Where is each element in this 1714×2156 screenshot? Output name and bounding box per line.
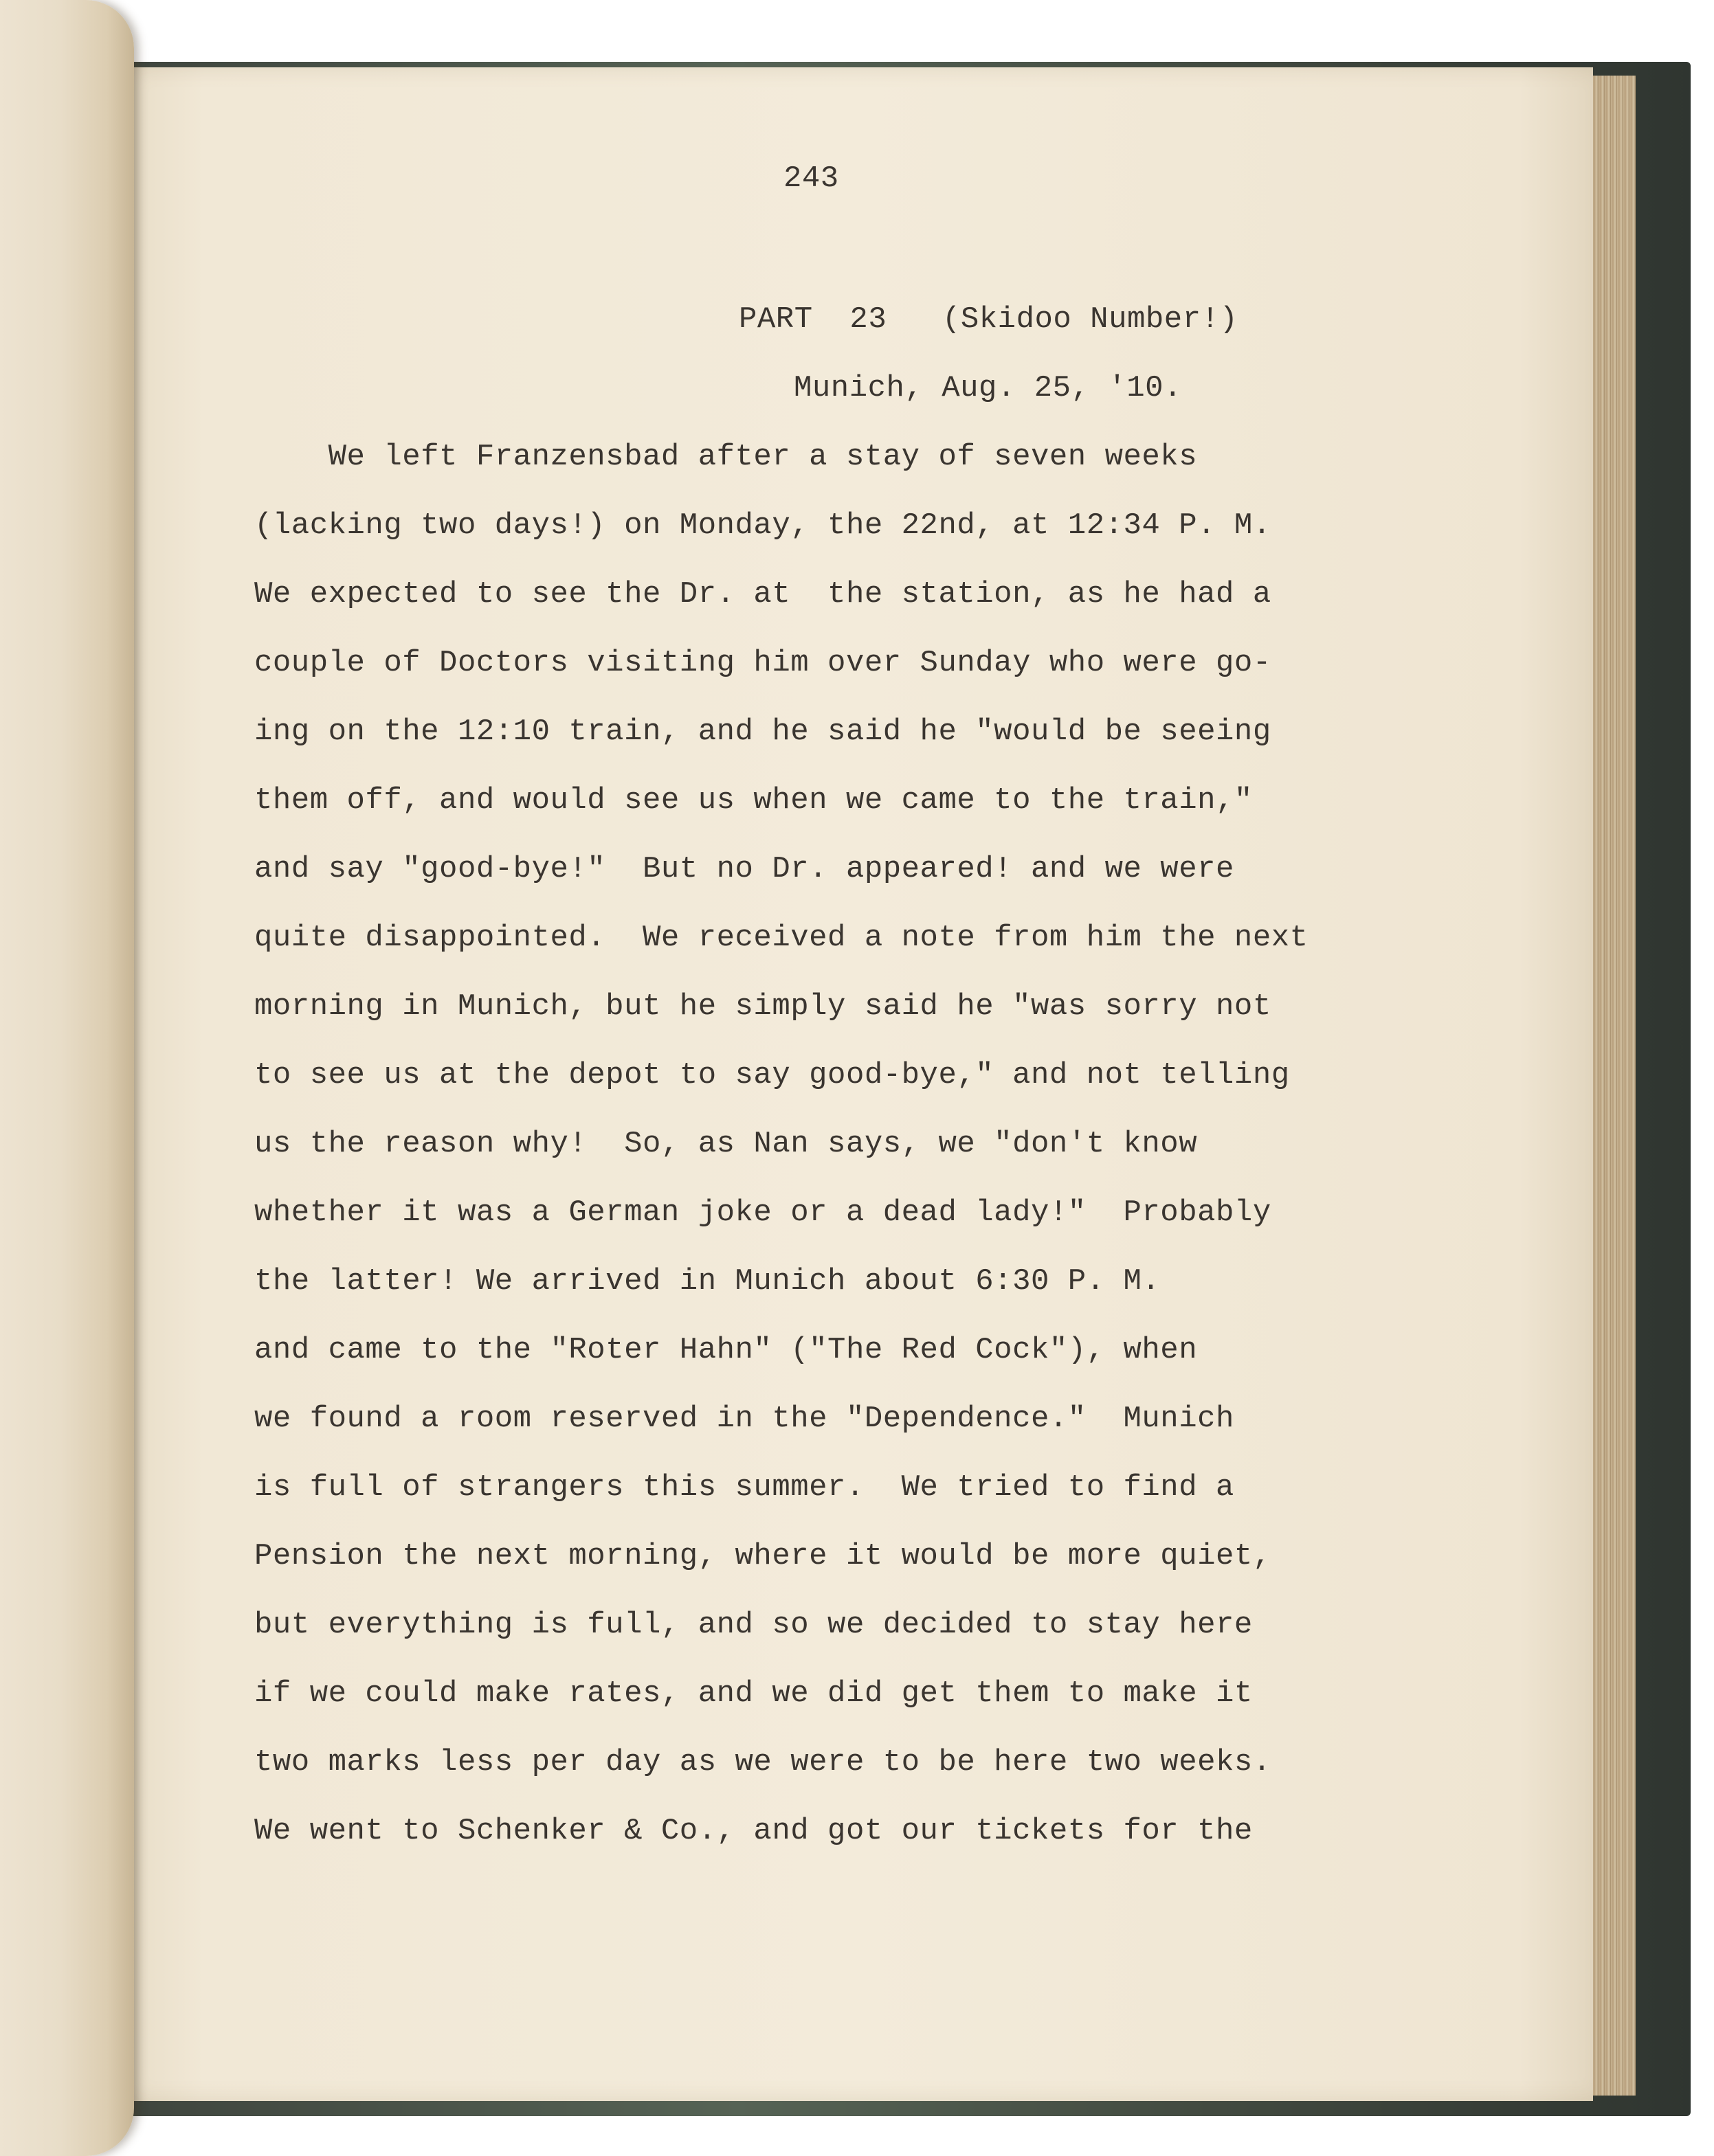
body-line: morning in Munich, but he simply said he "was sorry not [254,989,1271,1024]
body-line: we found a room reserved in the "Dependence." Munich [254,1402,1234,1436]
body-line: We expected to see the Dr. at the station, as he had a [254,577,1271,611]
body-line: but everything is full, and so we decided to stay here [254,1608,1253,1642]
body-line: is full of strangers this summer. We tried to find a [254,1470,1234,1505]
page-number: 243 [783,161,839,196]
body-line: two marks less per day as we were to be here two weeks. [254,1745,1271,1779]
body-line: whether it was a German joke or a dead lady!" Probably [254,1195,1271,1230]
part-heading: PART 23 (Skidoo Number!) [739,302,1238,337]
body-line: ing on the 12:10 train, and he said he "would be seeing [254,715,1271,749]
body-line: and say "good-bye!" But no Dr. appeared! and we were [254,852,1234,886]
body-line: us the reason why! So, as Nan says, we "don't know [254,1127,1198,1161]
left-facing-page [0,0,134,2156]
body-line: the latter! We arrived in Munich about 6:30 P. M. [254,1264,1161,1299]
body-line: We left Franzensbad after a stay of seven weeks [254,440,1198,474]
body-line: quite disappointed. We received a note from him the next [254,921,1309,955]
dateline: Munich, Aug. 25, '10. [794,371,1182,405]
body-line: couple of Doctors visiting him over Sunday who were go- [254,646,1271,680]
body-line: We went to Schenker & Co., and got our tickets for the [254,1814,1253,1848]
body-line: them off, and would see us when we came to the train," [254,783,1253,818]
body-line: and came to the "Roter Hahn" ("The Red Cock"), when [254,1333,1198,1367]
body-line: if we could make rates, and we did get them to make it [254,1676,1253,1711]
body-line: to see us at the depot to say good-bye," and not telling [254,1058,1290,1092]
body-line: Pension the next morning, where it would be more quiet, [254,1539,1271,1573]
body-line: (lacking two days!) on Monday, the 22nd, at 12:34 P. M. [254,508,1271,543]
